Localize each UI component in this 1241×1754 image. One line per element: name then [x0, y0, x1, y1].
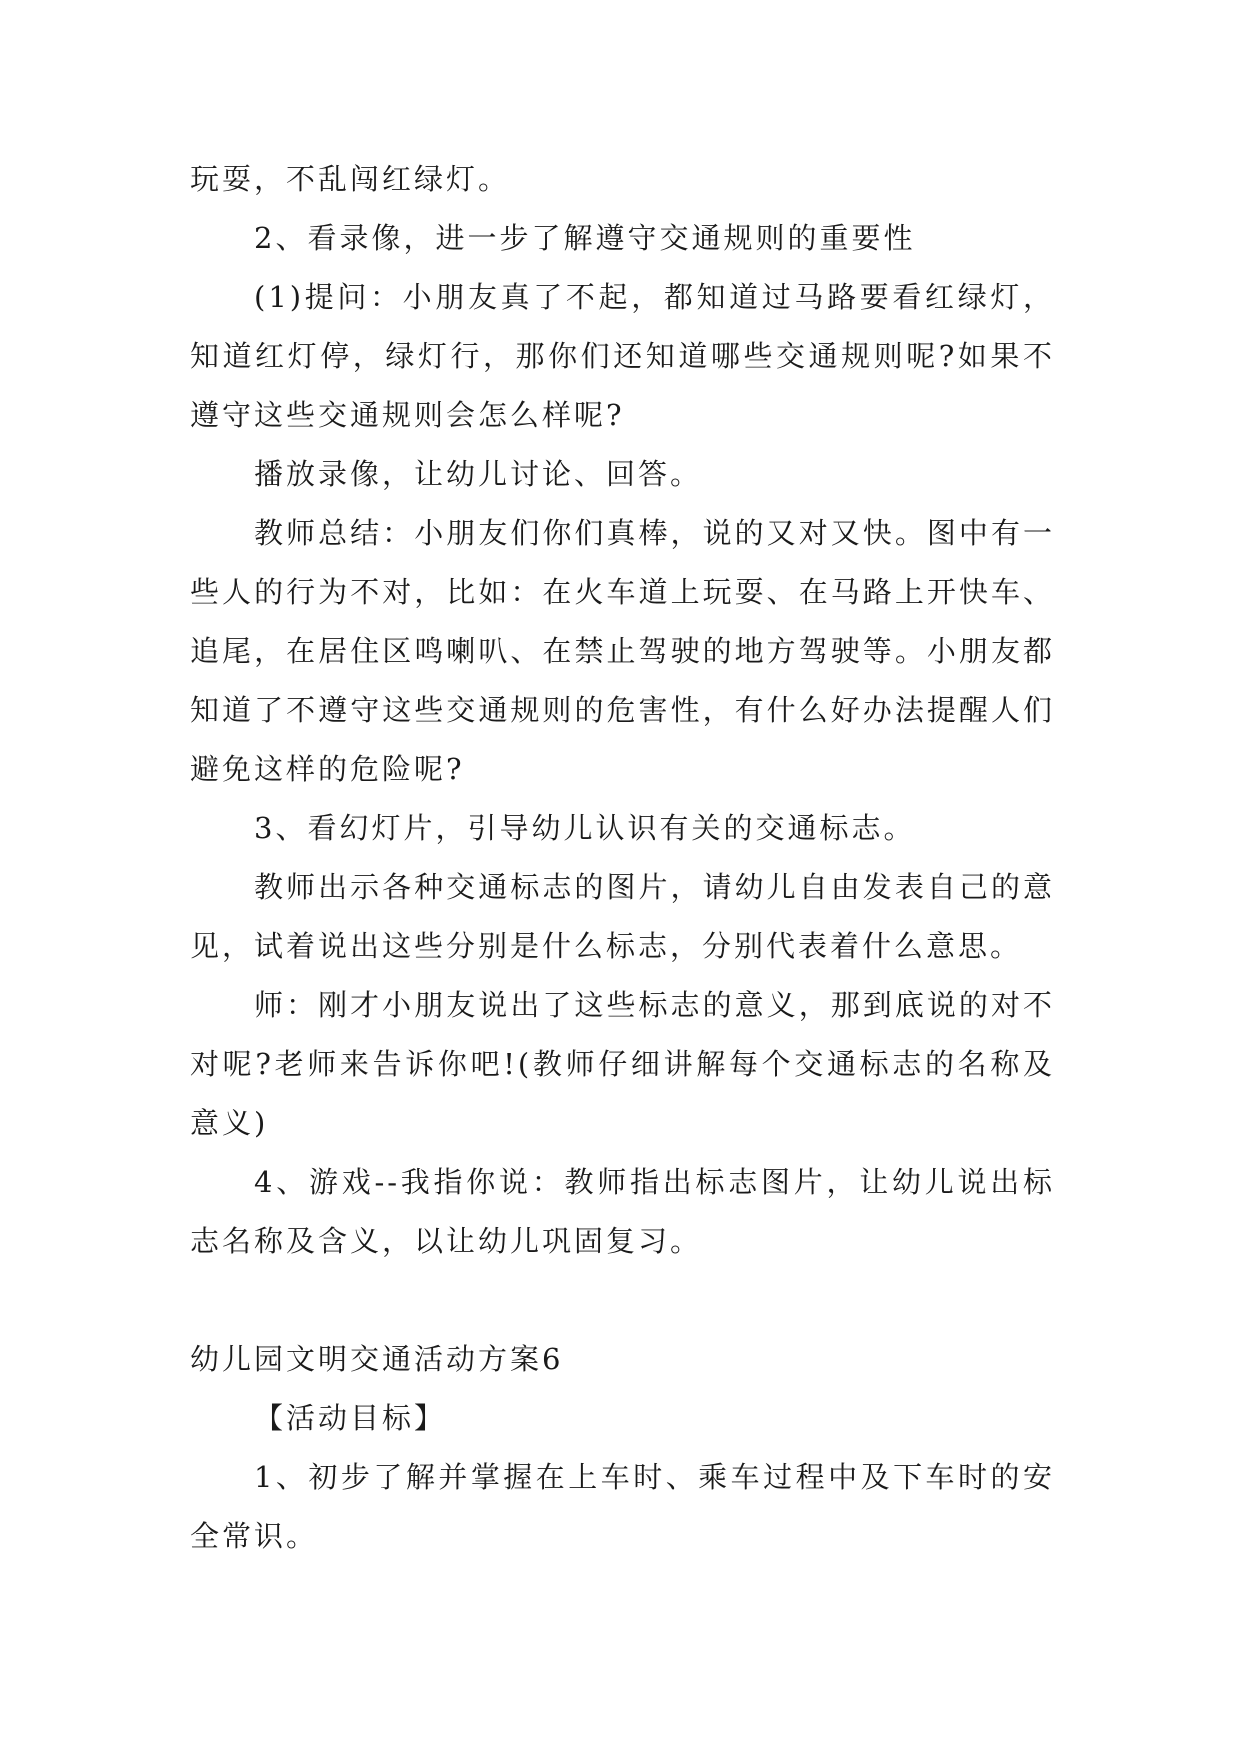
paragraph: 1、初步了解并掌握在上车时、乘车过程中及下车时的安全常识。 [190, 1460, 1055, 1553]
paragraph: 师：刚才小朋友说出了这些标志的意义，那到底说的对不对呢?老师来告诉你吧!(教师仔细讲解每个交通标志的名称及意义) [190, 988, 1055, 1140]
paragraph: 2、看录像，进一步了解遵守交通规则的重要性 [254, 221, 916, 255]
paragraph: (1)提问：小朋友真了不起，都知道过马路要看红绿灯，知道红灯停，绿灯行，那你们还知道哪些交通规则呢?如果不遵守这些交通规则会怎么样呢? [190, 280, 1055, 432]
document-body [190, 150, 1055, 1566]
section-title: 幼儿园文明交通活动方案6 [190, 1342, 564, 1376]
paragraph: 教师总结：小朋友们你们真棒，说的又对又快。图中有一些人的行为不对，比如：在火车道上玩耍、在马路上开快车、追尾，在居住区鸣喇叭、在禁止驾驶的地方驾驶等。小朋友都知道了不遵守这些交通规则的危害性，有什么好办法提醒人们避免这样的危险呢? [190, 516, 1055, 786]
section-heading: 【活动目标】 [254, 1401, 447, 1435]
paragraph: 4、游戏--我指你说：教师指出标志图片，让幼儿说出标志名称及含义，以让幼儿巩固复习。 [190, 1165, 1055, 1258]
paragraph: 教师出示各种交通标志的图片，请幼儿自由发表自己的意见，试着说出这些分别是什么标志，分别代表着什么意思。 [190, 870, 1055, 963]
paragraph: 玩耍，不乱闯红绿灯。 [190, 162, 511, 196]
paragraph: 播放录像，让幼儿讨论、回答。 [254, 457, 703, 491]
paragraph: 3、看幻灯片，引导幼儿认识有关的交通标志。 [254, 811, 916, 845]
